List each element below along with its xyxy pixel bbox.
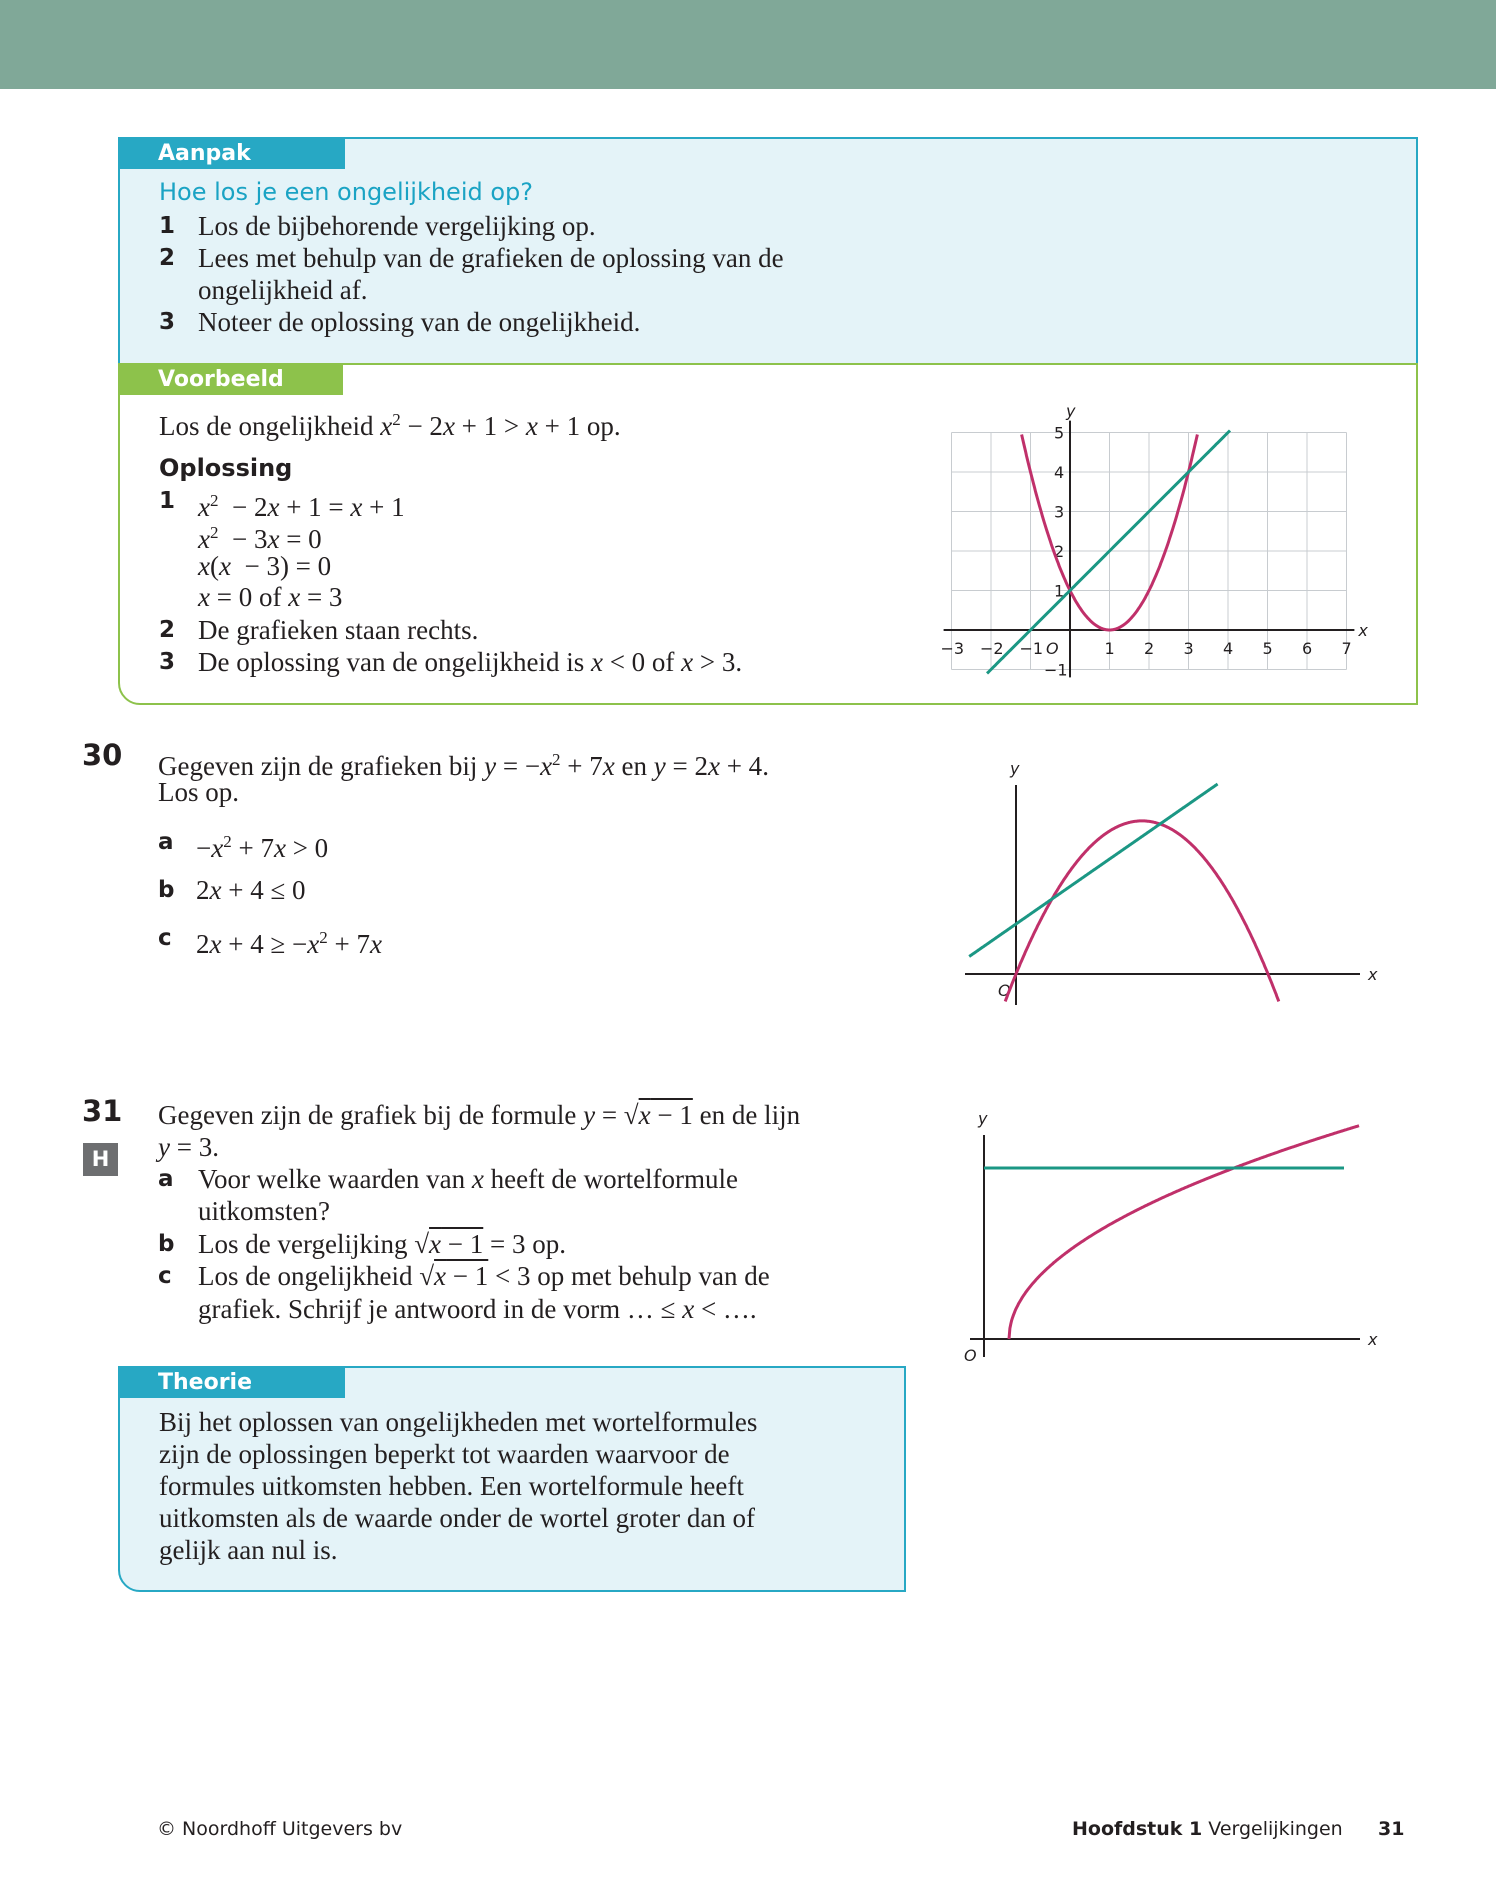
page-number: 31: [1378, 1818, 1405, 1840]
y-tick-label: −1: [1044, 660, 1068, 680]
question-label: a: [158, 829, 174, 855]
oplossing-line: $x^2 - 3x = 0$: [198, 523, 322, 554]
chapter-label: Hoofdstuk 1 Vergelijkingen: [1072, 1818, 1343, 1840]
y-tick-label: 3: [1054, 502, 1065, 522]
x-axis-label: x: [1368, 965, 1378, 984]
exercise-number: 30: [82, 738, 123, 772]
difficulty-badge: H: [83, 1143, 118, 1176]
question-label: b: [158, 1231, 175, 1257]
question-31a-line2: uitkomsten?: [198, 1196, 330, 1226]
origin-label: O: [1046, 639, 1059, 658]
theorie-line: uitkomsten als de waarde onder de wortel groter dan of: [159, 1503, 756, 1533]
question-31c: Los de ongelijkheid √x − 1 < 3 op met behulp van de: [198, 1261, 770, 1291]
x-tick-label: −3: [940, 639, 965, 658]
question-31a: Voor welke waarden van x heeft de wortelformule: [198, 1164, 739, 1194]
question-30a: $-x^2 + 7x > 0$: [196, 832, 329, 863]
y-tick-label: 4: [1054, 463, 1065, 482]
question-label: c: [158, 1263, 172, 1289]
exercise-31-intro-line2: y = 3.: [158, 1132, 219, 1162]
x-tick-label: 1: [1104, 639, 1115, 658]
exercise-number: 31: [82, 1094, 123, 1128]
aanpak-step-text: Lees met behulp van de grafieken de oplossing van de: [198, 243, 784, 273]
y-tick-label: 2: [1054, 542, 1065, 561]
question-label: c: [158, 925, 172, 951]
y-tick-label: 5: [1054, 423, 1065, 443]
aanpak-step-text: Noteer de oplossing van de ongelijkheid.: [198, 307, 641, 337]
x-axis-label: x: [1358, 621, 1368, 640]
voorbeeld-tab: Voorbeeld: [120, 365, 343, 395]
exercise-31-graph: [950, 1100, 1390, 1370]
aanpak-step-number: 2: [159, 245, 176, 271]
question-label: b: [158, 877, 175, 903]
x-tick-label: 7: [1341, 639, 1352, 658]
oplossing-step-number: 2: [159, 617, 176, 643]
x-tick-label: −1: [1019, 639, 1044, 658]
origin-label: O: [998, 981, 1011, 1000]
question-label: a: [158, 1166, 174, 1192]
origin-label: O: [964, 1346, 977, 1365]
line-series: [969, 784, 1217, 957]
question-30c: $2x + 4 \ge -x^2 + 7x$: [196, 928, 382, 959]
line-series: [987, 431, 1230, 674]
aanpak-tab: Aanpak: [120, 139, 345, 169]
aanpak-step-text: ongelijkheid af.: [198, 275, 368, 305]
oplossing-line: De grafieken staan rechts.: [198, 615, 479, 645]
aanpak-step-number: 3: [159, 309, 176, 335]
aanpak-heading: Hoe los je een ongelijkheid op?: [159, 178, 534, 206]
theorie-line: Bij het oplossen van ongelijkheden met wortelformules: [159, 1407, 758, 1437]
y-axis-label: y: [1010, 759, 1020, 778]
y-tick-label: 1: [1054, 581, 1065, 601]
publisher-credit: © Noordhoff Uitgevers bv: [157, 1818, 403, 1840]
x-tick-label: 6: [1302, 639, 1313, 658]
oplossing-line: x = 0 of x = 3: [198, 582, 343, 612]
theorie-line: zijn de oplossingen beperkt tot waarden waarvoor de: [159, 1439, 730, 1469]
y-axis-label: y: [1066, 402, 1076, 421]
oplossing-line: De oplossing van de ongelijkheid is x < 0 of x > 3.: [198, 647, 743, 677]
x-tick-label: 3: [1183, 639, 1194, 658]
oplossing-step-number: 3: [159, 649, 176, 675]
sqrt-series: [1009, 1126, 1359, 1339]
oplossing-line: x(x − 3) = 0: [198, 551, 332, 581]
exercise-30-graph: [950, 750, 1390, 1020]
exercise-30-intro: Gegeven zijn de grafieken bij $y = -x^2 + 7x$ en y = 2x + 4.: [158, 750, 769, 781]
question-30b: 2x + 4 ≤ 0: [196, 875, 306, 905]
aanpak-step-number: 1: [159, 213, 176, 239]
question-31c-line2: grafiek. Schrijf je antwoord in de vorm … ≤ x < ….: [198, 1294, 757, 1324]
exercise-31-intro: Gegeven zijn de grafiek bij de formule y = √x − 1 en de lijn: [158, 1100, 801, 1130]
x-tick-label: 5: [1262, 639, 1273, 658]
oplossing-step-number: 1: [159, 488, 176, 514]
x-tick-label: −2: [980, 639, 1004, 658]
oplossing-heading: Oplossing: [159, 454, 293, 482]
voorbeeld-intro: Los de ongelijkheid $x^2 - 2x + 1 > x + 1$ op.: [159, 410, 621, 441]
x-axis-label: x: [1368, 1330, 1378, 1349]
theorie-tab: Theorie: [120, 1368, 345, 1398]
x-tick-label: 4: [1223, 639, 1234, 658]
x-tick-label: 2: [1144, 639, 1155, 658]
y-axis-label: y: [978, 1109, 988, 1128]
theorie-line: formules uitkomsten hebben. Een wortelformule heeft: [159, 1471, 744, 1501]
question-31b: Los de vergelijking √x − 1 = 3 op.: [198, 1229, 566, 1259]
oplossing-line: $x^2 - 2x + 1 = x + 1$: [198, 491, 405, 522]
exercise-30-los-op: Los op.: [158, 777, 239, 807]
voorbeeld-graph: [935, 402, 1375, 682]
page-header-bar: [0, 0, 1496, 89]
aanpak-step-text: Los de bijbehorende vergelijking op.: [198, 211, 596, 241]
theorie-line: gelijk aan nul is.: [159, 1535, 338, 1565]
